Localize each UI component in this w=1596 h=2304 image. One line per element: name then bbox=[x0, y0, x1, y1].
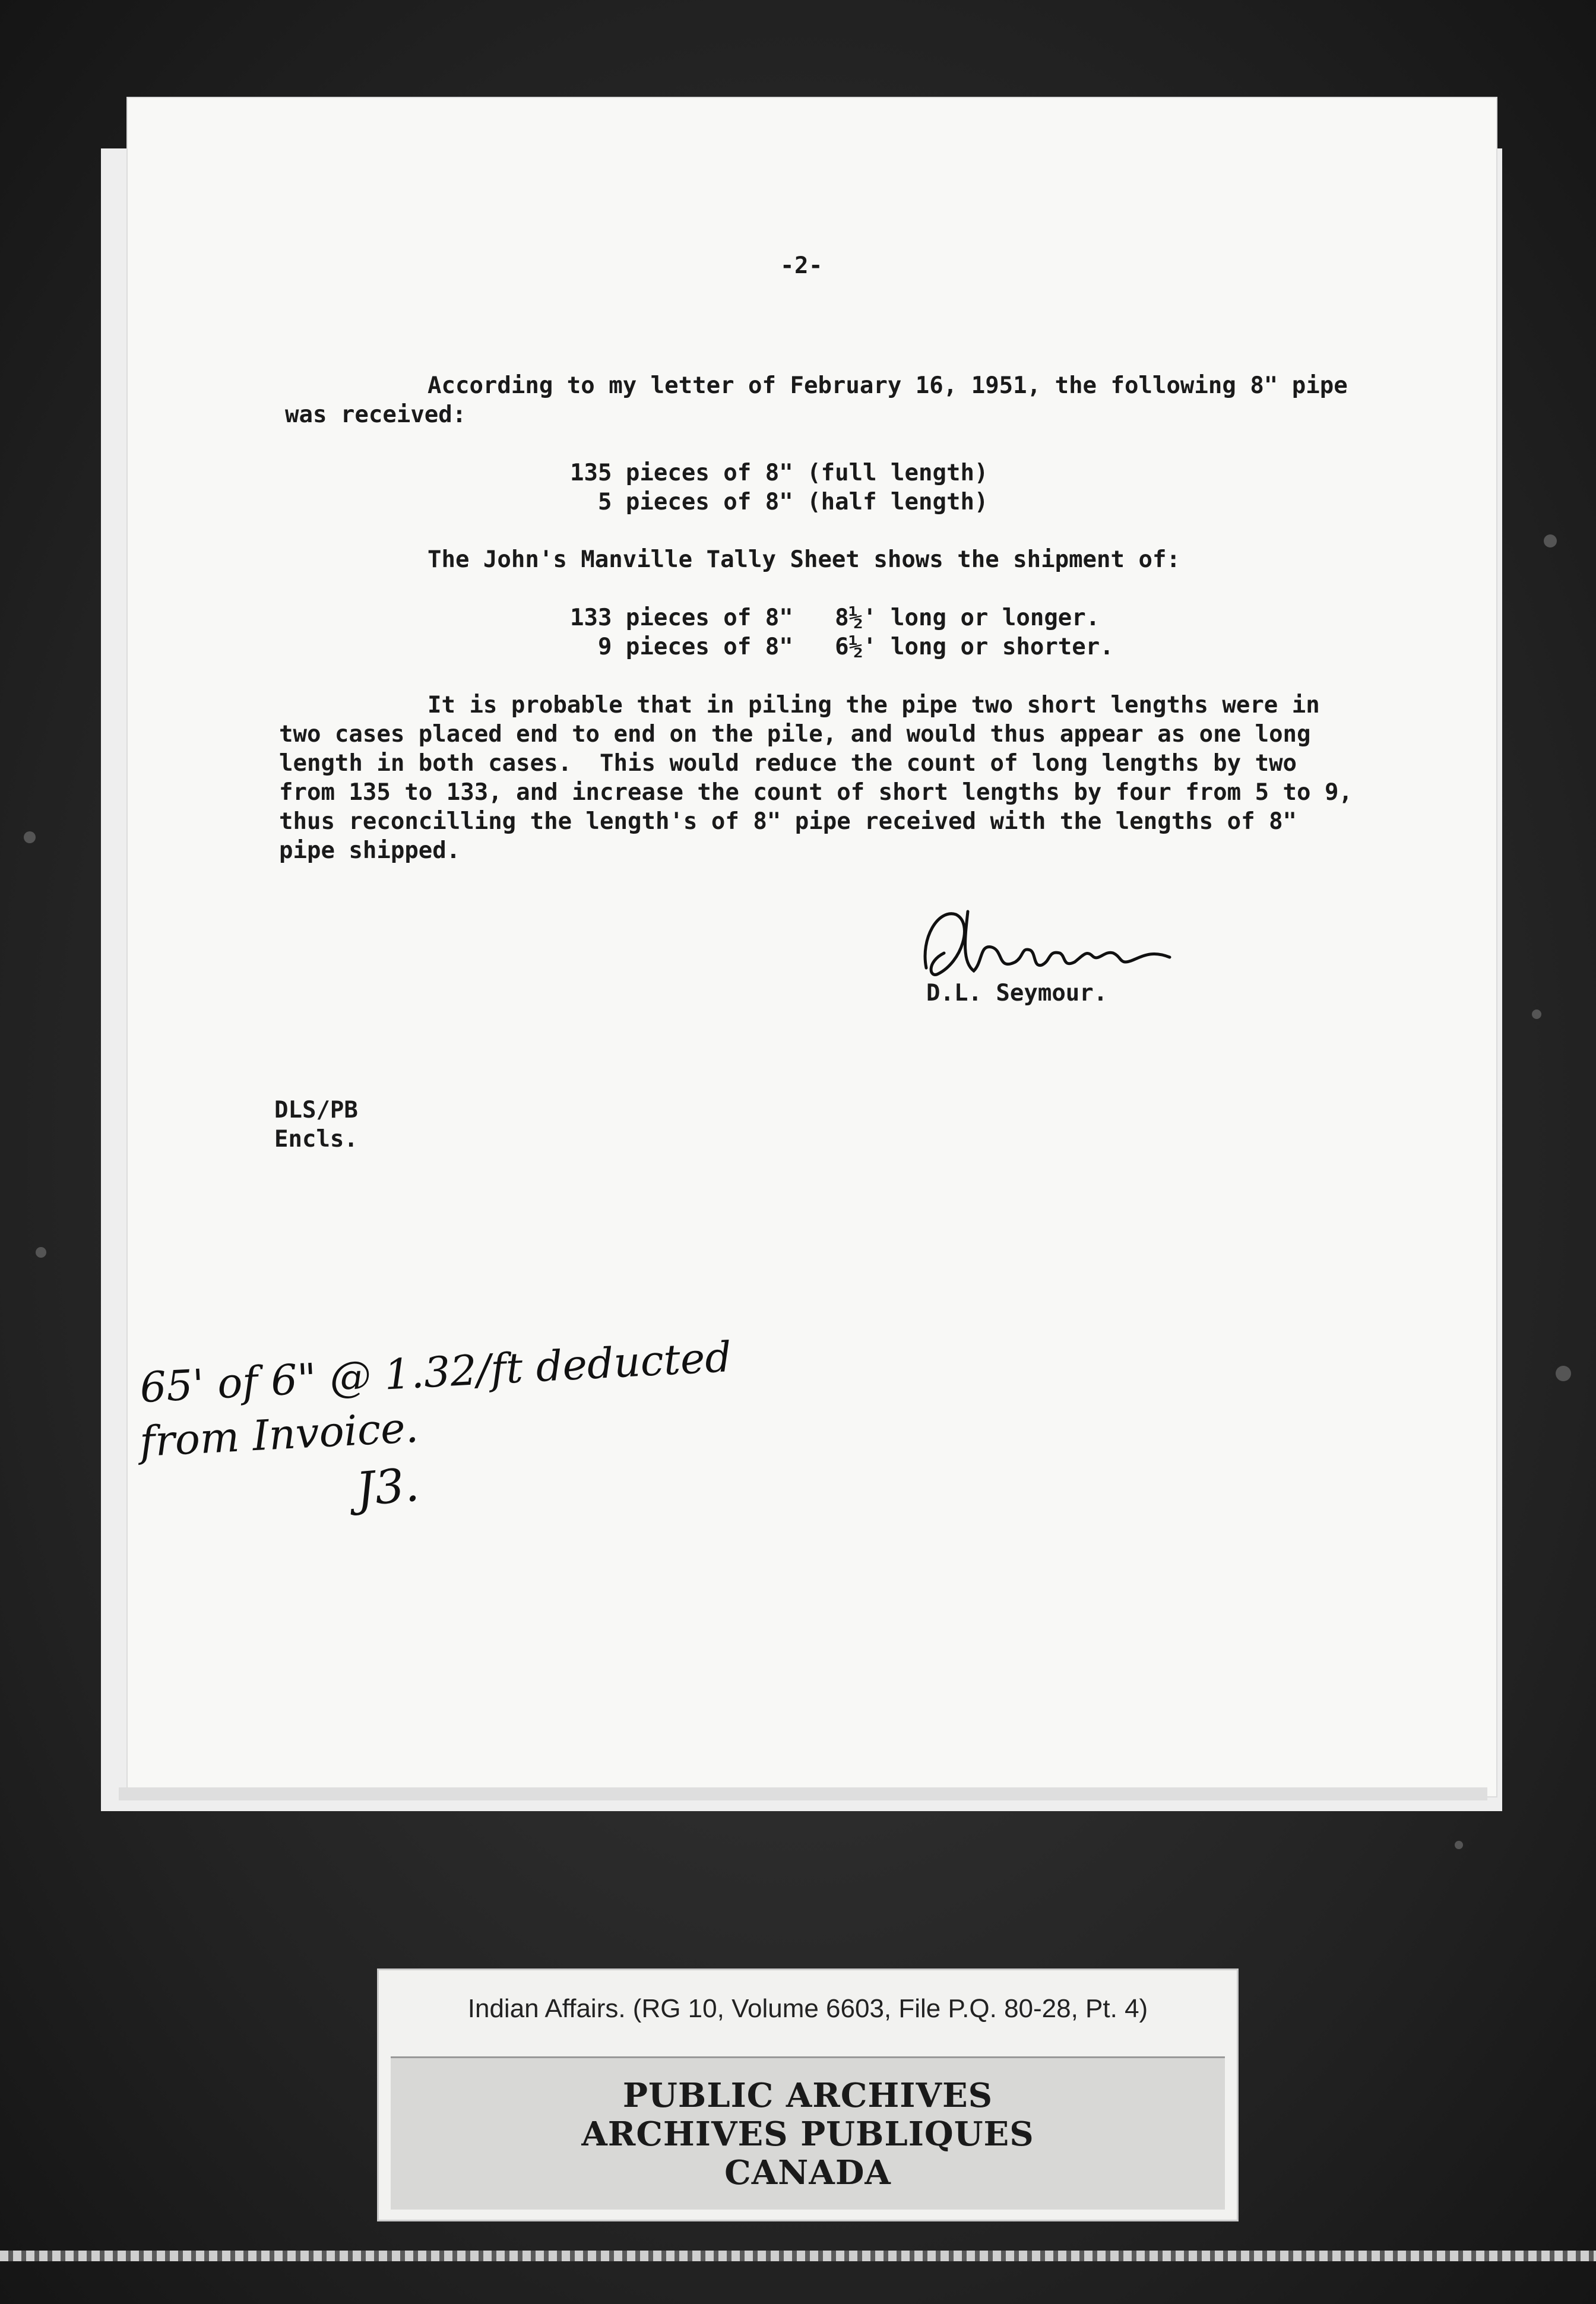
archive-citation: Indian Affairs. (RG 10, Volume 6603, File P.Q. 80-28, Pt. 4) bbox=[467, 1994, 1148, 2023]
film-speck bbox=[1532, 1009, 1541, 1019]
archive-stamp bbox=[391, 2056, 1225, 2210]
handwritten-initials: J3. bbox=[354, 1458, 422, 1517]
received-item: 135 pieces of 8" (full length) bbox=[570, 460, 989, 486]
film-speck bbox=[1455, 1841, 1463, 1849]
paragraph-line: two cases placed end to end on the pile, and would thus appear as one long bbox=[279, 721, 1311, 748]
paragraph-line: length in both cases. This would reduce the count of long lengths by two bbox=[279, 750, 1297, 777]
shipped-item: 9 pieces of 8" 6½' long or shorter. bbox=[570, 634, 1114, 660]
film-speck bbox=[24, 831, 36, 843]
document-page bbox=[128, 98, 1496, 1796]
signatory-name: D.L. Seymour. bbox=[926, 980, 1108, 1007]
paragraph-line: pipe shipped. bbox=[279, 837, 461, 864]
shipped-item: 133 pieces of 8" 8½' long or longer. bbox=[570, 605, 1100, 631]
stamp-line: CANADA bbox=[724, 2153, 891, 2192]
film-speck bbox=[1556, 1366, 1571, 1381]
handwritten-note-line-1: 65' of 6" @ 1.32/ft deducted bbox=[138, 1332, 733, 1413]
paper-edge bbox=[119, 1787, 1487, 1800]
intro-line-2: was received: bbox=[285, 401, 467, 428]
stamp-line: PUBLIC ARCHIVES bbox=[622, 2076, 993, 2115]
stamp-line: ARCHIVES PUBLIQUES bbox=[581, 2115, 1034, 2154]
paragraph-line: thus reconcilling the length's of 8" pipe received with the lengths of 8" bbox=[279, 808, 1297, 835]
page-number: -2- bbox=[780, 252, 823, 279]
tally-intro: The John's Manville Tally Sheet shows the shipment of: bbox=[428, 546, 1180, 573]
handwritten-note-line-2: from Invoice. bbox=[138, 1403, 420, 1467]
reference-initials: DLS/PB bbox=[274, 1097, 358, 1123]
film-edge-strip bbox=[0, 2251, 1596, 2261]
paragraph-line: from 135 to 133, and increase the count of short lengths by four from 5 to 9, bbox=[279, 779, 1353, 806]
intro-line-1: According to my letter of February 16, 1951, the following 8" pipe bbox=[428, 372, 1348, 399]
film-speck bbox=[1544, 534, 1557, 547]
archive-label bbox=[377, 1968, 1239, 2221]
film-speck bbox=[36, 1247, 46, 1258]
paragraph-line: It is probable that in piling the pipe two short lengths were in bbox=[428, 692, 1320, 719]
enclosures: Encls. bbox=[274, 1126, 358, 1153]
received-item: 5 pieces of 8" (half length) bbox=[570, 489, 989, 515]
